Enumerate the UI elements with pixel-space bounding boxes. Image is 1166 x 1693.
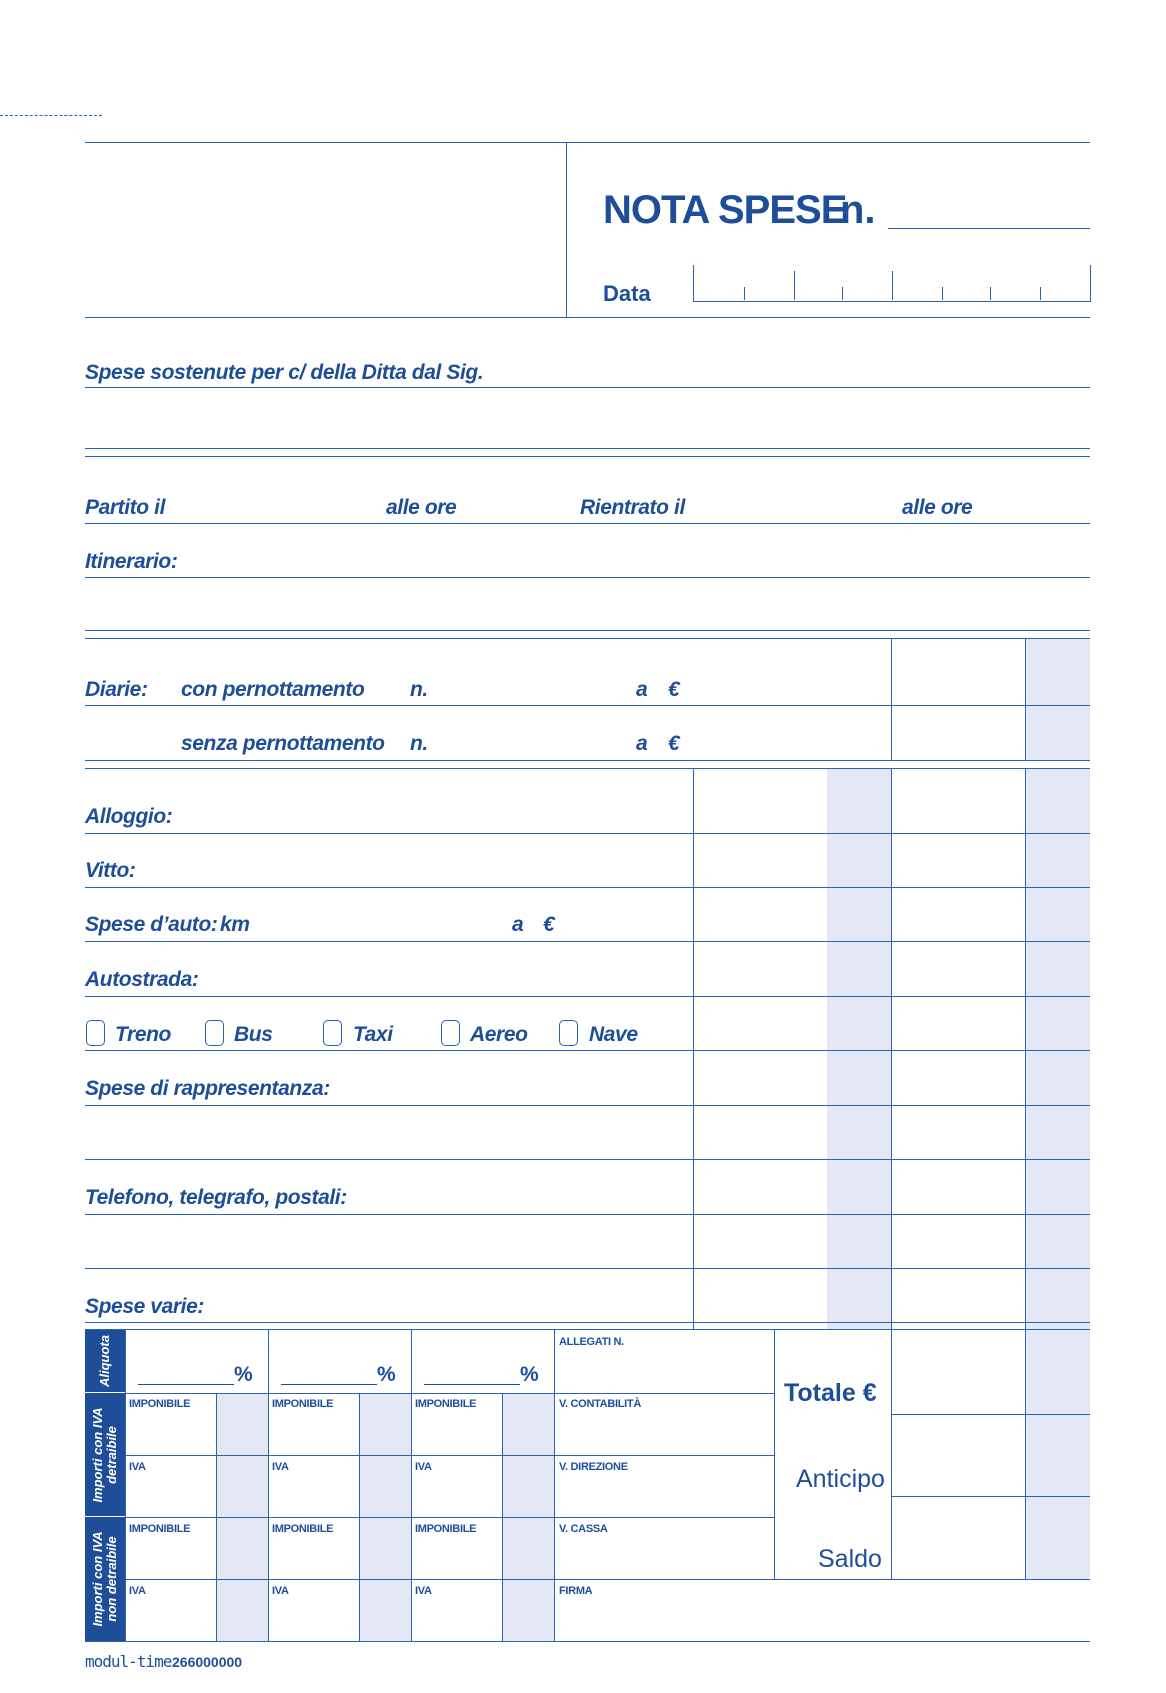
telefono-label: Telefono, telegrafo, postali: <box>85 1186 347 1209</box>
spese-sostenute-line[interactable] <box>85 387 1090 388</box>
itinerario-line[interactable] <box>85 577 1090 578</box>
vat-column-line <box>125 1330 126 1641</box>
nave-label: Nave <box>589 1023 638 1046</box>
a-label: a <box>636 732 648 755</box>
amount-shade-column <box>827 769 891 1329</box>
date-tick <box>990 287 991 300</box>
date-divider <box>892 271 893 300</box>
totals-column-line <box>1025 1330 1026 1579</box>
v-contabilita-label: V. CONTABILITÀ <box>559 1398 641 1410</box>
section-rule <box>85 456 1090 457</box>
imponibile-label: IMPONIBILE <box>415 1523 477 1535</box>
vitto-line[interactable] <box>85 887 1090 888</box>
euro-label: € <box>543 913 555 936</box>
number-field[interactable] <box>888 228 1090 229</box>
vat-row-line <box>125 1455 774 1456</box>
date-field[interactable] <box>693 265 1091 302</box>
anticipo-label: Anticipo <box>796 1465 885 1493</box>
vat-column-line <box>411 1330 412 1641</box>
rappresentanza-line-2[interactable] <box>85 1159 1090 1160</box>
document-title: NOTA SPESE <box>603 188 847 232</box>
aliquota-side-label: Aliquota <box>97 1335 112 1387</box>
spese-varie-label: Spese varie: <box>85 1295 204 1318</box>
itinerario-label: Itinerario: <box>85 550 178 573</box>
autostrada-label: Autostrada: <box>85 968 199 991</box>
totals-column-line <box>774 1330 775 1580</box>
amount-column-line <box>693 769 694 1329</box>
vat-column-line <box>554 1330 555 1641</box>
header-divider <box>566 142 567 318</box>
n-label: n. <box>410 678 428 701</box>
aliquota-field[interactable] <box>281 1384 377 1385</box>
autostrada-line[interactable] <box>85 996 1090 997</box>
percent-sign: % <box>377 1363 396 1386</box>
partito-line[interactable] <box>85 523 1090 524</box>
allegati-label: ALLEGATI N. <box>559 1336 624 1348</box>
euro-label: € <box>668 732 680 755</box>
aereo-label: Aereo <box>470 1023 528 1046</box>
taxi-checkbox[interactable] <box>323 1020 342 1046</box>
diarie-column-line <box>1025 639 1026 761</box>
euro-label: € <box>668 678 680 701</box>
imponibile-label: IMPONIBILE <box>129 1398 191 1410</box>
totals-row-line <box>891 1496 1090 1497</box>
date-tick <box>1040 287 1041 300</box>
date-tick <box>842 287 843 300</box>
brand-logo: modul-time <box>85 1652 172 1671</box>
amount-column-line <box>891 769 892 1329</box>
rappresentanza-line[interactable] <box>85 1105 1090 1106</box>
bus-checkbox[interactable] <box>205 1020 224 1046</box>
diarie-senza-line[interactable] <box>85 760 1090 761</box>
non-detraibile-side-label <box>91 1531 119 1626</box>
imponibile-label: IMPONIBILE <box>415 1398 477 1410</box>
diarie-shade-column <box>1025 639 1090 761</box>
header-top-rule <box>85 142 1090 143</box>
imponibile-label: IMPONIBILE <box>129 1523 191 1535</box>
date-divider <box>794 271 795 300</box>
number-label: n. <box>840 188 876 232</box>
a-label: a <box>636 678 648 701</box>
iva-label: IVA <box>415 1461 432 1473</box>
v-direzione-label: V. DIREZIONE <box>559 1461 628 1473</box>
amount-column-line <box>1025 769 1026 1329</box>
percent-sign: % <box>234 1363 253 1386</box>
vat-bottom-line <box>85 1641 1090 1642</box>
imponibile-label: IMPONIBILE <box>272 1398 334 1410</box>
diarie-label: Diarie: <box>85 678 148 701</box>
rappresentanza-label: Spese di rappresentanza: <box>85 1077 330 1100</box>
totale-label: Totale € <box>784 1379 877 1407</box>
taxi-label: Taxi <box>353 1023 393 1046</box>
total-shade-column <box>1025 769 1090 1329</box>
date-tick <box>942 287 943 300</box>
spese-auto-line[interactable] <box>85 941 1090 942</box>
detraibile-side-label <box>91 1407 119 1502</box>
spese-varie-line[interactable] <box>85 1322 1090 1323</box>
iva-label: IVA <box>272 1461 289 1473</box>
firma-label: FIRMA <box>559 1585 593 1597</box>
header-bottom-rule <box>85 317 1090 318</box>
bus-label: Bus <box>234 1023 273 1046</box>
totals-shade-column <box>1025 1330 1090 1579</box>
section-rule <box>85 768 1090 769</box>
treno-label: Treno <box>115 1023 171 1046</box>
n-label: n. <box>410 732 428 755</box>
vat-column-line <box>268 1330 269 1641</box>
detraibile-side-line: detraibile <box>104 1426 119 1484</box>
iva-label: IVA <box>272 1585 289 1597</box>
partito-label: Partito il <box>85 496 166 519</box>
vitto-label: Vitto: <box>85 859 136 882</box>
non-detraibile-side-line: non detraibile <box>104 1536 119 1622</box>
section-rule <box>85 638 1090 639</box>
iva-label: IVA <box>415 1585 432 1597</box>
product-code: 266000000 <box>172 1654 243 1670</box>
section-rule <box>85 1329 1090 1330</box>
transport-line[interactable] <box>85 1050 1090 1051</box>
nave-checkbox[interactable] <box>559 1020 578 1046</box>
saldo-label: Saldo <box>818 1545 882 1573</box>
a-label: a <box>512 913 524 936</box>
alle-ore-label: alle ore <box>902 496 973 519</box>
v-cassa-label: V. CASSA <box>559 1523 608 1535</box>
diarie-column-line <box>891 639 892 761</box>
telefono-line-2[interactable] <box>85 1268 1090 1269</box>
alloggio-line[interactable] <box>85 833 1090 834</box>
telefono-line[interactable] <box>85 1214 1090 1215</box>
itinerario-line-2[interactable] <box>85 630 1090 631</box>
senza-pernottamento-label: senza pernottamento <box>181 732 385 755</box>
date-label: Data <box>603 281 651 306</box>
date-tick <box>744 287 745 300</box>
vat-row-line <box>125 1579 1090 1580</box>
aliquota-field[interactable] <box>424 1384 520 1385</box>
name-line[interactable] <box>85 448 1090 449</box>
non-detraibile-side-line: Importi con IVA <box>90 1531 105 1627</box>
vat-row-line <box>125 1517 774 1518</box>
detraibile-side-line: Importi con IVA <box>90 1407 105 1503</box>
spese-auto-label: Spese d’auto: <box>85 913 218 936</box>
imponibile-label: IMPONIBILE <box>272 1523 334 1535</box>
iva-label: IVA <box>129 1585 146 1597</box>
con-pernottamento-label: con pernottamento <box>181 678 365 701</box>
iva-label: IVA <box>129 1461 146 1473</box>
km-label: km <box>220 913 250 936</box>
aliquota-field[interactable] <box>138 1384 234 1385</box>
rientrato-label: Rientrato il <box>580 496 685 519</box>
percent-sign: % <box>520 1363 539 1386</box>
perforation-line <box>0 115 102 116</box>
aereo-checkbox[interactable] <box>441 1020 460 1046</box>
spese-sostenute-label: Spese sostenute per c/ della Ditta dal Sig. <box>85 361 484 384</box>
totals-column-line <box>891 1330 892 1579</box>
diarie-con-line[interactable] <box>85 705 1090 706</box>
alle-ore-label: alle ore <box>386 496 457 519</box>
totals-row-line <box>891 1414 1090 1415</box>
alloggio-label: Alloggio: <box>85 805 173 828</box>
vat-row-line <box>125 1393 774 1394</box>
treno-checkbox[interactable] <box>86 1020 105 1046</box>
